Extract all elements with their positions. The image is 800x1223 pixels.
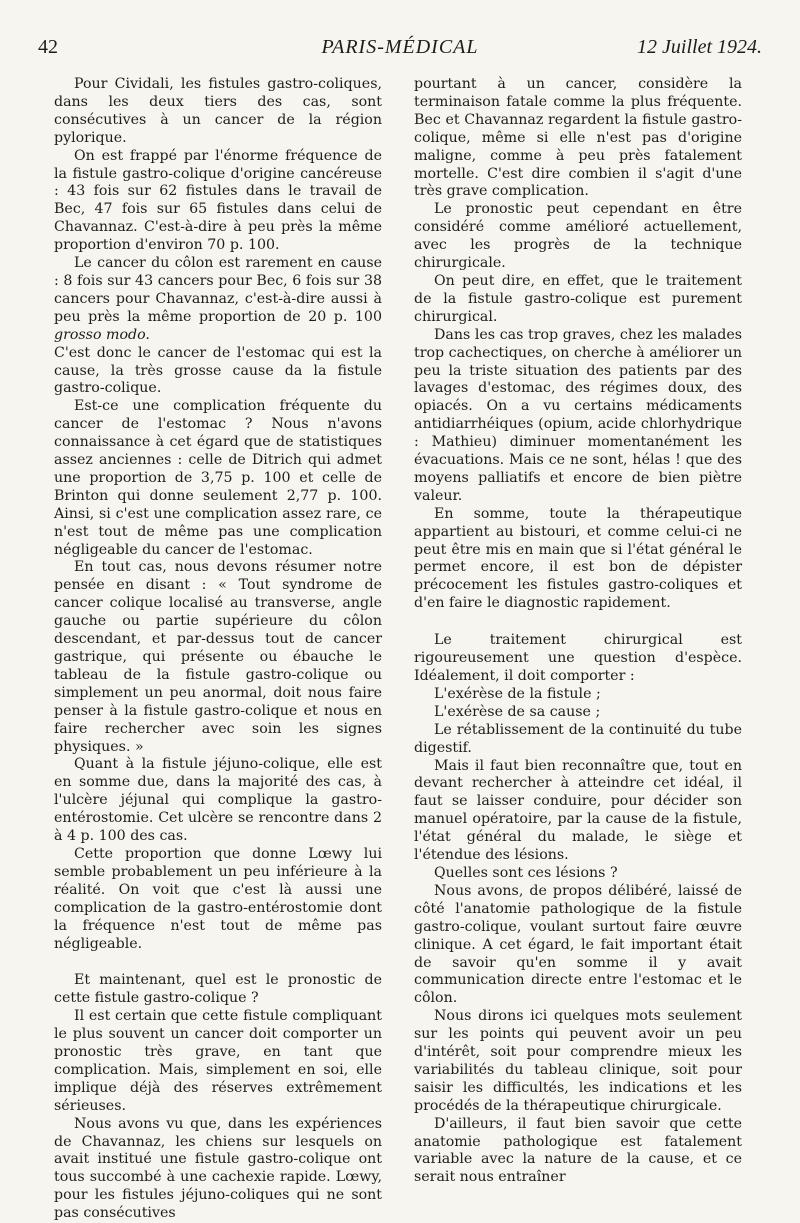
list-item: L'exérèse de la fistule ; xyxy=(434,685,601,702)
section-gap xyxy=(54,953,382,972)
paragraph: Et maintenant, quel est le pronostic de cette fistule gastro-colique ? xyxy=(54,972,382,1007)
paragraph: Nous avons, de propos délibéré, laissé de côté l'anatomie pathologique de la fistule gastro-colique, voulant surtout faire œuvre clinique. A cet égard, le fait important était de savoir qu'en somme il y avait communication directe entre l'estomac et le côlon. xyxy=(414,882,742,1007)
paragraph: pourtant à un cancer, considère la terminaison fatale comme la plus fréquente. Bec et Chavannaz regardent la fistule gastro-colique, même si elle n'est pas d'origine maligne, comme à peu près fatalement mortelle. C'est dire combien il s'agit d'une très grave complication. xyxy=(414,76,742,200)
paragraph-text: Le cancer du côlon est rarement en cause : 8 fois sur 43 cancers pour Bec, 6 fois sur 38 cancers pour Chavannaz, c'est-à-dire aussi à peu près la même proportion de 20 p. 100 xyxy=(54,255,382,325)
paragraph: En tout cas, nous devons résumer notre pensée en disant : « Tout syndrome de cancer colique localisé au transverse, angle gauche ou partie supérieure du côlon descendant, et par-dessus tout de cancer gastrique, qui présente ou ébauche le tableau de la fistule gastro-colique ou simplement un peu anormal, doit nous faire penser à la fistule gastro-colique et nous en faire rechercher avec soin les signes physiques. » xyxy=(54,559,382,755)
section-gap xyxy=(414,613,742,632)
paragraph: C'est donc le cancer de l'estomac qui est la cause, la très grosse cause da la fistule gastro-colique. xyxy=(54,344,382,397)
right-column xyxy=(414,76,742,1187)
page-number: 42 xyxy=(38,36,58,58)
paragraph: Cette proportion que donne Lœwy lui semble probablement un peu inférieure à la réalité. On voit que c'est là aussi une complication de la gastro-entérostomie dont la fréquence n'est tout de même pas négligeable. xyxy=(54,845,382,952)
issue-date: 12 Juillet 1924. xyxy=(637,36,762,58)
list-item: Le rétablissement de la continuité du tube digestif. xyxy=(414,721,742,756)
paragraph: Dans les cas trop graves, chez les malades trop cachectiques, on cherche à améliorer un peu la triste situation des patients par des lavages d'estomac, des régimes doux, des opiacés. On a vu certains médicaments antidiarrhéiques (opium, acide chlorhydrique : Mathieu) diminuer momentanément les évacuations. Mais ce ne sont, hélas ! que des moyens palliatifs et encore de bien piètre valeur. xyxy=(414,326,742,504)
italic-phrase: grosso modo. xyxy=(54,326,150,343)
treatment-list xyxy=(414,686,742,758)
list-item: L'exérèse de sa cause ; xyxy=(434,703,601,720)
paragraph-with-italic xyxy=(54,255,382,345)
paragraph: En somme, toute la thérapeutique appartient au bistouri, et comme celui-ci ne peut être mis en main que si l'état général le permet encore, il est bon de dépister précocement les fistules gastro-coliques et d'en faire le diagnostic rapidement. xyxy=(414,505,742,612)
paragraph: Quelles sont ces lésions ? xyxy=(434,864,618,881)
paragraph: Le traitement chirurgical est rigoureusement une question d'espèce. Idéalement, il doit comporter : xyxy=(414,632,742,684)
journal-title: PARIS-MÉDICAL xyxy=(321,36,479,58)
paragraph: Il est certain que cette fistule compliquant le plus souvent un cancer doit comporter un pronostic très grave, en tant que complication. Mais, simplement en soi, elle implique déjà des réserves extrêmement sérieuses. xyxy=(54,1008,382,1114)
running-header xyxy=(38,36,762,66)
paragraph: Le pronostic peut cependant en être considéré comme amélioré actuellement, avec les progrès de la technique chirurgicale. xyxy=(414,201,742,272)
left-column xyxy=(54,76,382,1223)
paragraph: Est-ce une complication fréquente du cancer de l'estomac ? Nous n'avons connaissance à cet égard que de statistiques assez anciennes : celle de Ditrich qui admet une proportion de 3,75 p. 100 et celle de Brinton qui donne seulement 2,77 p. 100. Ainsi, si c'est une complication assez rare, ce n'est tout de même pas une complication négligeable du cancer de l'estomac. xyxy=(54,398,382,558)
paragraph: On peut dire, en effet, que le traitement de la fistule gastro-colique est purement chirurgical. xyxy=(414,272,742,325)
paragraph: D'ailleurs, il faut bien savoir que cette anatomie pathologique est fatalement variable avec la nature de la cause, et ce serait nous entraîner xyxy=(414,1115,742,1186)
paragraph: Quant à la fistule jéjuno-colique, elle est en somme due, dans la majorité des cas, à l'ulcère jéjunal qui complique la gastro-entérostomie. Cet ulcère se rencontre dans 2 à 4 p. 100 des cas. xyxy=(54,756,382,845)
paragraph: Nous dirons ici quelques mots seulement sur les points qui peuvent avoir un peu d'intérêt, soit pour comprendre mieux les variabilités du tableau clinique, soit pour saisir les difficultés, les indications et les procédés de la thérapeutique chirurgicale. xyxy=(414,1008,742,1114)
paragraph: Mais il faut bien reconnaître que, tout en devant rechercher à atteindre cet idéal, il faut se laisser conduire, pour décider son manuel opératoire, par la cause de la fistule, l'état général du malade, le siège et l'étendue des lésions. xyxy=(414,757,742,864)
paragraph: Nous avons vu que, dans les expériences de Chavannaz, les chiens sur lesquels on avait institué une fistule gastro-colique ont tous succombé à une cachexie rapide. Lœwy, pour les fistules jéjuno-coliques qui ne sont pas consécutives xyxy=(54,1115,382,1222)
paragraph: Pour Cividali, les fistules gastro-coliques, dans les deux tiers des cas, sont consécutives à un cancer de la région pylorique. xyxy=(54,76,382,146)
paragraph: On est frappé par l'énorme fréquence de la fistule gastro-colique d'origine cancéreuse : 43 fois sur 62 fistules dans le travail de Bec, 47 fois sur 65 fistules dans celui de Chavannaz. C'est-à-dire à peu près la même proportion d'environ 70 p. 100. xyxy=(54,147,382,254)
